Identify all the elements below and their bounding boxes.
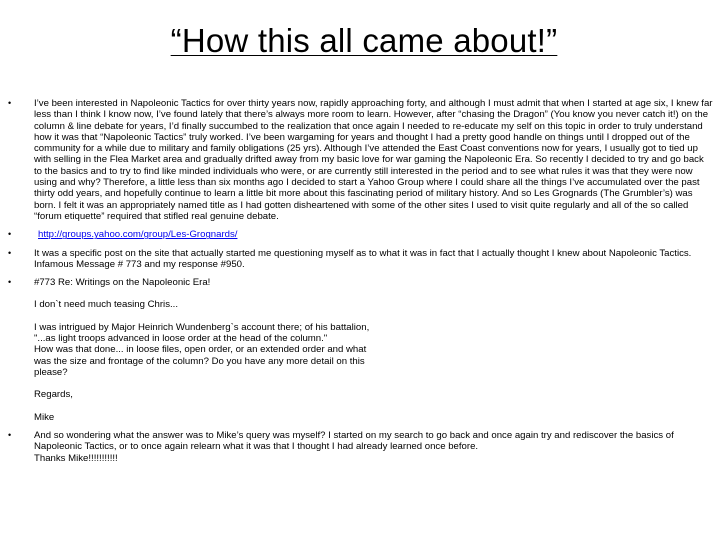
bullet-marker: • <box>8 229 12 240</box>
slide-title: “How this all came about!” <box>170 22 558 59</box>
intro-paragraph: I’ve been interested in Napoleonic Tactics for over thirty years now, rapidly approaching forty, and although I must admit that when I started at age six, I knew far less than I think I know now, I’ve found lately that there’s always more room to learn. However, after “chasing the Dragon” (You know you never catch it!) on the column & line debate for years, I’d finally succumbed to the realization that once again I needed to re-educate my self on this topic in order to truly understand how it was that “Napoleonic Tactics” truly worked. I’ve been wargaming for years and thought I had a pretty good handle on things until I dropped out of the community for a while due to military and family obligations (25 yrs). Although I’ve attended the East Coast conventions now for years, I usually got to tied up with selling in the Flea Market area and gradually drifted away from my basic love for war gaming the Napoleonic Era. So recently I decided to try and go back to the basics and to try to find like minded individuals who were, or are currently still interested in the period and to see what rules it was that they were now using and why? Therefore, a little less than six months ago I decided to start a Yahoo Group where I could share all the things I’ve accumulated over the past thirty odd years, and hopefully continue to learn a little bit more about this fascinating period of military history. And so Les Grognards (The Grumbler’s) was born. I felt it was an appropriately named title as I had gotten disheartened with some of the other sites I used to visit quite regularly and all of the so called “forum etiquette” required that stifled real genuine debate. <box>34 98 713 222</box>
bullet-message <box>0 277 728 423</box>
specific-post-paragraph: It was a specific post on the site that actually started me questioning myself as to what it was in fact that I actually thought I knew about Napoleonic Tactics. Infamous Message # 773 and my response #950. <box>34 247 692 270</box>
bullet-marker: • <box>8 98 12 108</box>
thanks-line: Thanks Mike!!!!!!!!!!! <box>34 453 118 465</box>
bullet-specific-post <box>0 248 728 271</box>
bullet-intro <box>0 98 728 222</box>
bullet-conclusion <box>0 430 728 465</box>
bullet-marker: • <box>8 247 12 258</box>
bullet-marker: • <box>8 277 12 288</box>
message-heading: #773 Re: Writings on the Napoleonic Era! <box>34 277 211 289</box>
bullet-marker: • <box>8 429 12 440</box>
slide-body <box>0 98 728 472</box>
message-body: I was intrigued by Major Heinrich Wundenberg`s account there; of his battalion, "...as light troops advanced in loose order at the head of the column." How was that done... in loose files, open order, or an extended order and what was the size and frontage of the column? Do you have any more detail on this please? <box>34 321 370 378</box>
conclusion-paragraph: And so wondering what the answer was to Mike’s query was myself? I started on my search to go back and once again try and rediscover the basics of Napoleonic Tactics, or to once again relearn what it was that I thought I had already learned once before. <box>34 429 674 453</box>
yahoo-group-link[interactable]: http://groups.yahoo.com/group/Les-Grognards/ <box>38 229 238 241</box>
message-line: I don`t need much teasing Chris... <box>34 299 178 311</box>
message-regards: Regards, <box>34 389 73 401</box>
bullet-link <box>0 229 728 240</box>
message-signature: Mike <box>34 411 55 423</box>
